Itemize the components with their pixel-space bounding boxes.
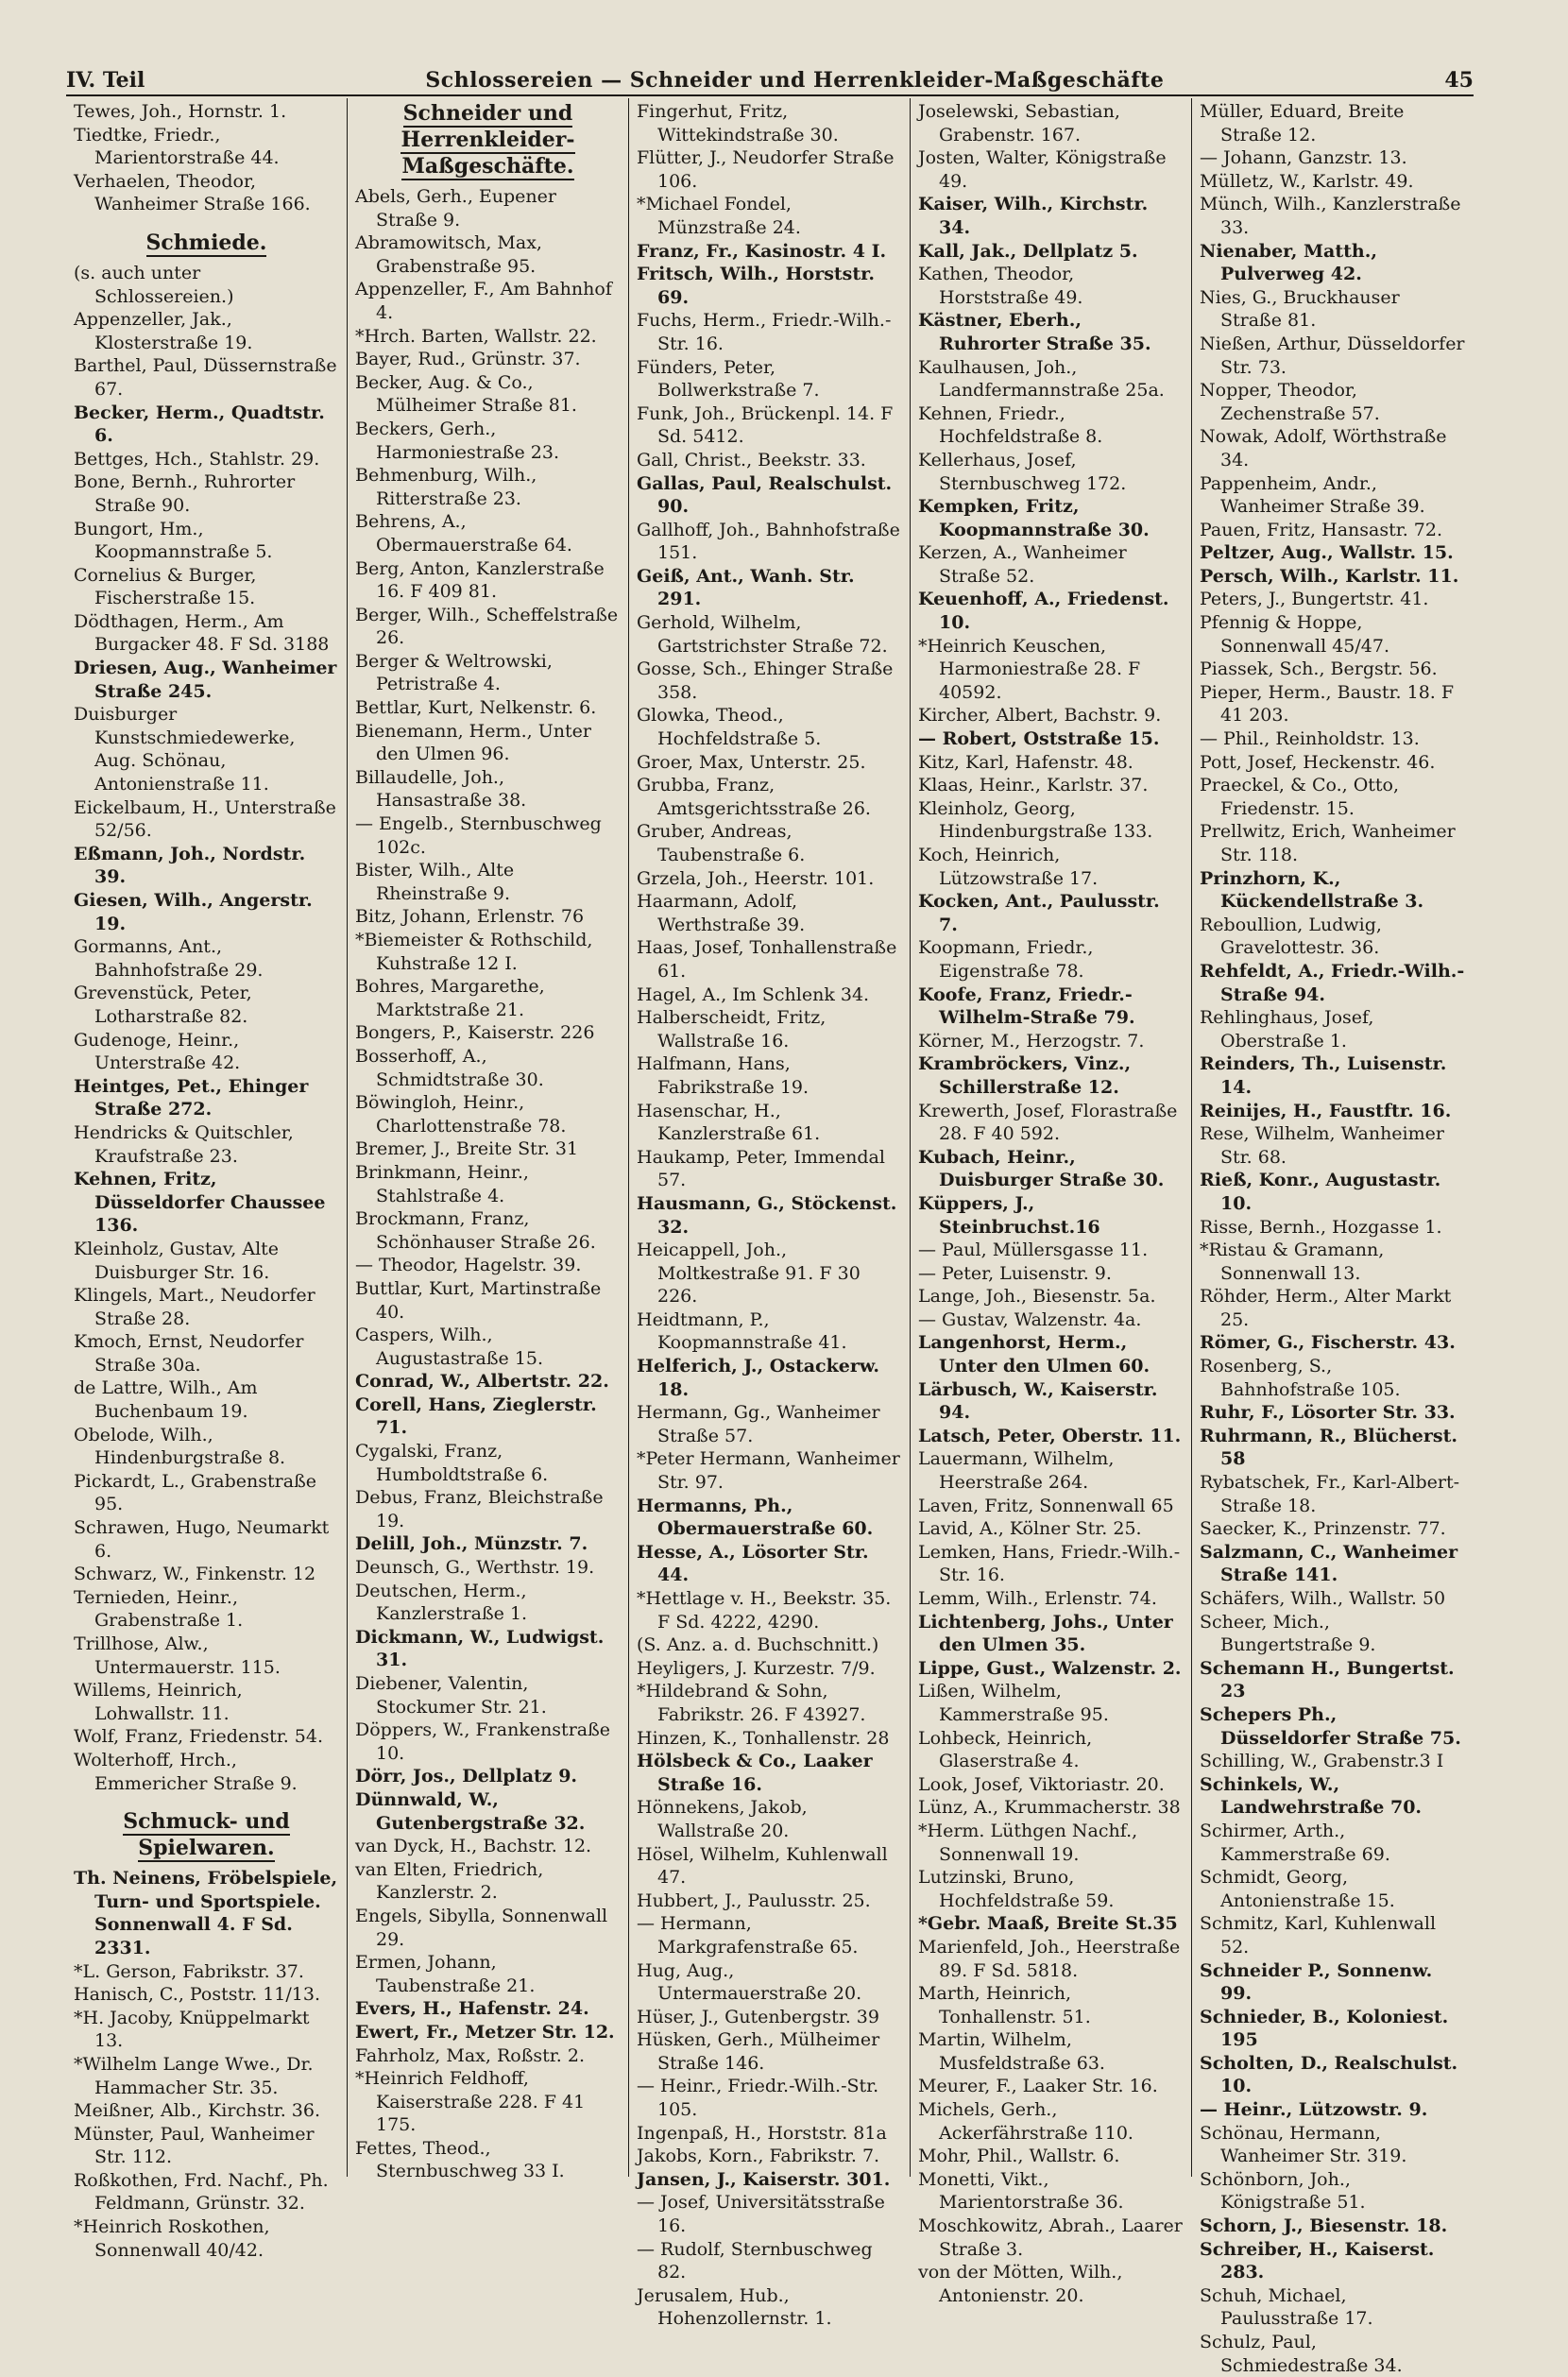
- directory-entry: Fritsch, Wilh., Horststr. 69.: [637, 264, 876, 308]
- directory-entry: Wolf, Franz, Friedenstr. 54.: [74, 1726, 324, 1748]
- directory-entry: Look, Josef, Viktoriastr. 20.: [918, 1773, 1165, 1795]
- directory-entry: Schirmer, Arth., Kammerstraße 69.: [1200, 1820, 1390, 1865]
- directory-entry: *Heinrich Keuschen, Harmoniestraße 28. F 40592.: [918, 635, 1141, 703]
- directory-entry: Bone, Bernh., Ruhrorter Straße 90.: [74, 471, 296, 516]
- directory-entry: Haukamp, Peter, Immendal 57.: [637, 1146, 885, 1191]
- directory-entry: Schepers Ph., Düsseldorfer Straße 75.: [1200, 1703, 1461, 1749]
- directory-entry: Kaulhausen, Joh., Landfermannstraße 25a.: [918, 356, 1165, 402]
- directory-entry: Hüsken, Gerh., Mülheimer Straße 146.: [637, 2029, 880, 2074]
- directory-entry: Klaas, Heinr., Karlstr. 37.: [918, 775, 1149, 796]
- directory-entry: Kmoch, Ernst, Neudorfer Straße 30a.: [74, 1331, 304, 1376]
- directory-entry: — Peter, Luisenstr. 9.: [918, 1262, 1112, 1284]
- directory-entry: Eßmann, Joh., Nordstr. 39.: [74, 843, 306, 888]
- directory-entry: Döppers, W., Frankenstraße 10.: [355, 1719, 611, 1764]
- section-heading: [355, 100, 621, 180]
- directory-entry: Nowak, Adolf, Wörthstraße 34.: [1200, 426, 1447, 470]
- directory-entry: — Heinr., Friedr.-Wilh.-Str. 105.: [637, 2076, 879, 2121]
- directory-entry: Rosenberg, S., Bahnhofstraße 105.: [1200, 1356, 1401, 1400]
- directory-entry: Duisburger Kunstschmiedewerke, Aug. Schönau, Antonienstraße 11.: [74, 704, 296, 795]
- column-5: [1192, 98, 1474, 2376]
- directory-entry: Gerhold, Wilhelm, Gartstrichster Straße 72.: [637, 612, 888, 657]
- section-heading-text: Schneider und Herrenkleider-Maßgeschäfte.: [401, 101, 575, 179]
- directory-entry: Koch, Heinrich, Lützowstraße 17.: [918, 845, 1099, 889]
- directory-entry: Appenzeller, F., Am Bahnhof 4.: [355, 279, 612, 323]
- directory-entry: *Biemeister & Rothschild, Kuhstraße 12 I.: [355, 930, 593, 974]
- running-title: Schlossereien — Schneider und Herrenkleider-Maßgeschäfte: [425, 68, 1165, 93]
- directory-entry: Caspers, Wilh., Augustastraße 15.: [355, 1325, 544, 1369]
- directory-entry: Hösel, Wilhelm, Kuhlenwall 47.: [637, 1843, 888, 1889]
- directory-entry: Hagel, A., Im Schlenk 34.: [637, 983, 870, 1005]
- directory-entry: Lichtenberg, Johs., Unter den Ulmen 35.: [918, 1611, 1173, 1656]
- directory-entry: Pott, Josef, Heckenstr. 46.: [1200, 751, 1436, 773]
- directory-entry: van Elten, Friedrich, Kanzlerstr. 2.: [355, 1858, 544, 1904]
- directory-entry: Schnieder, B., Koloniest. 195: [1200, 2006, 1449, 2051]
- directory-entry: Hubbert, J., Paulusstr. 25.: [637, 1890, 871, 1911]
- directory-entry: Kleinholz, Gustav, Alte Duisburger Str. 16.: [74, 1238, 280, 1283]
- directory-entry: Buttlar, Kurt, Martinstraße 40.: [355, 1277, 602, 1323]
- directory-entry: Schorn, J., Biesenstr. 18.: [1200, 2215, 1448, 2237]
- directory-entry: Kempken, Fritz, Koopmannstraße 30.: [918, 496, 1150, 540]
- directory-entry: Ruhr, F., Lösorter Str. 33.: [1200, 1402, 1456, 1424]
- directory-entry: — Theodor, Hagelstr. 39.: [355, 1255, 582, 1276]
- directory-entry: Kall, Jak., Dellplatz 5.: [918, 240, 1138, 262]
- directory-entry: *Ristau & Gramann, Sonnenwall 13.: [1200, 1240, 1385, 1284]
- directory-entry: Jakobs, Korn., Fabrikstr. 7.: [637, 2146, 880, 2167]
- directory-entry: Bohres, Margarethe, Marktstraße 21.: [355, 976, 545, 1020]
- directory-entry: Schwarz, W., Finkenstr. 12: [74, 1564, 316, 1585]
- directory-entry: Marth, Heinrich, Tonhallenstr. 51.: [918, 1983, 1091, 2027]
- directory-entry: Ewert, Fr., Metzer Str. 12.: [355, 2021, 615, 2043]
- directory-entry: Persch, Wilh., Karlstr. 11.: [1200, 565, 1459, 587]
- directory-entry: Dörr, Jos., Dellplatz 9.: [355, 1766, 578, 1787]
- section-part-label: IV. Teil: [66, 68, 145, 93]
- directory-entry: — Rudolf, Sternbuschweg 82.: [637, 2238, 873, 2283]
- directory-entry: Hermanns, Ph., Obermauerstraße 60.: [637, 1495, 874, 1540]
- directory-entry: Deunsch, G., Werthstr. 19.: [355, 1557, 595, 1579]
- directory-entry: Roßkothen, Frd. Nachf., Ph. Feldmann, Grünstr. 32.: [74, 2169, 329, 2215]
- directory-entry: — Heinr., Lützowstr. 9.: [1200, 2099, 1428, 2121]
- directory-entry: Hönnekens, Jakob, Wallstraße 20.: [637, 1797, 808, 1841]
- directory-entry: Abels, Gerh., Eupener Straße 9.: [355, 186, 556, 231]
- directory-entry: Gall, Christ., Beekstr. 33.: [637, 449, 866, 470]
- directory-entry: Pieper, Herm., Baustr. 18. F 41 203.: [1200, 681, 1455, 727]
- directory-entry: Gallhoff, Joh., Bahnhofstraße 151.: [637, 519, 900, 564]
- directory-entry: Cygalski, Franz, Humboldtstraße 6.: [355, 1441, 549, 1485]
- directory-entry: Keuenhoff, A., Friedenst. 10.: [918, 589, 1169, 634]
- directory-entry: van Dyck, H., Bachstr. 12.: [355, 1836, 592, 1857]
- directory-entry: Moschkowitz, Abrah., Laarer Straße 3.: [918, 2215, 1183, 2260]
- directory-entry: Laven, Fritz, Sonnenwall 65: [918, 1495, 1174, 1516]
- directory-entry: Koofe, Franz, Friedr.-Wilhelm-Straße 79.: [918, 983, 1135, 1029]
- directory-entry: Lippe, Gust., Walzenstr. 2.: [918, 1657, 1182, 1679]
- directory-entry: von der Mötten, Wilh., Antonienstr. 20.: [918, 2262, 1123, 2306]
- directory-entry: Grzela, Joh., Heerstr. 101.: [637, 867, 875, 889]
- directory-entry: *Gebr. Maaß, Breite St.35: [918, 1913, 1178, 1935]
- section-heading: [74, 1808, 339, 1861]
- directory-entry: *H. Jacoby, Knüppelmarkt 13.: [74, 2007, 310, 2052]
- directory-entry: Fingerhut, Fritz, Wittekindstraße 30.: [637, 101, 839, 145]
- directory-entry: Diebener, Valentin, Stockumer Str. 21.: [355, 1673, 547, 1718]
- directory-entry: Obelode, Wilh., Hindenburgstraße 8.: [74, 1424, 286, 1469]
- directory-entry: Risse, Bernh., Hozgasse 1.: [1200, 1216, 1442, 1238]
- directory-entry: Schilling, W., Grabenstr.3 I: [1200, 1751, 1444, 1772]
- directory-entry: Kellerhaus, Josef, Sternbuschweg 172.: [918, 449, 1127, 494]
- directory-entry: Hüser, J., Gutenbergstr. 39: [637, 2006, 879, 2027]
- directory-entry: Willems, Heinrich, Lohwallstr. 11.: [74, 1680, 243, 1724]
- directory-entry: Bosserhoff, A., Schmidtstraße 30.: [355, 1045, 544, 1090]
- directory-entry: Pappenheim, Andr., Wanheimer Straße 39.: [1200, 472, 1425, 518]
- directory-entry: Deutschen, Herm., Kanzlerstraße 1.: [355, 1580, 528, 1625]
- directory-entry: Martin, Wilhelm, Musfeldstraße 63.: [918, 2029, 1105, 2074]
- directory-entry: Müller, Eduard, Breite Straße 12.: [1200, 101, 1405, 145]
- directory-entry: Pickardt, L., Grabenstraße 95.: [74, 1470, 317, 1515]
- directory-entry: Piassek, Sch., Bergstr. 56.: [1200, 658, 1438, 680]
- directory-entry: Trillhose, Alw., Untermauerstr. 115.: [74, 1633, 281, 1678]
- directory-columns: [66, 98, 1474, 2376]
- directory-entry: Giesen, Wilh., Angerstr. 19.: [74, 890, 313, 934]
- directory-entry: Jansen, J., Kaiserstr. 301.: [637, 2168, 891, 2190]
- directory-entry: Mülletz, W., Karlstr. 49.: [1200, 170, 1414, 192]
- directory-entry: Heicappell, Joh., Moltkestraße 91. F 30 226.: [637, 1240, 861, 1308]
- directory-entry: Kehnen, Fritz, Düsseldorfer Chaussee 136.: [74, 1169, 326, 1237]
- directory-entry: Nießen, Arthur, Düsseldorfer Str. 73.: [1200, 333, 1465, 378]
- directory-entry: Pfennig & Hoppe, Sonnenwall 45/47.: [1200, 612, 1389, 657]
- directory-entry: Meurer, F., Laaker Str. 16.: [918, 2076, 1158, 2097]
- directory-entry: Langenhorst, Herm., Unter den Ulmen 60.: [918, 1332, 1150, 1377]
- directory-entry: Küppers, J., Steinbruchst.16: [918, 1192, 1100, 1238]
- directory-entry: — Phil., Reinholdstr. 13.: [1200, 728, 1420, 750]
- directory-entry: Schuh, Michael, Paulusstraße 17.: [1200, 2284, 1373, 2330]
- directory-entry: Scheer, Mich., Bungertstraße 9.: [1200, 1611, 1376, 1656]
- directory-entry: Latsch, Peter, Oberstr. 11.: [918, 1425, 1182, 1446]
- directory-entry: Hölsbeck & Co., Laaker Straße 16.: [637, 1751, 873, 1795]
- directory-entry: Ternieden, Heinr., Grabenstraße 1.: [74, 1586, 244, 1632]
- directory-entry: Fünders, Peter, Bollwerkstraße 7.: [637, 356, 820, 402]
- directory-entry: Debus, Franz, Bleichstraße 19.: [355, 1487, 604, 1531]
- directory-entry: *Heinrich Feldhoff, Kaiserstraße 228. F 41 175.: [355, 2068, 586, 2136]
- directory-entry: Röhder, Herm., Alter Markt 25.: [1200, 1286, 1452, 1330]
- directory-entry: Kaiser, Wilh., Kirchstr. 34.: [918, 194, 1149, 238]
- directory-entry: Schemann H., Bungertst. 23: [1200, 1657, 1455, 1702]
- directory-entry: Peters, J., Bungertstr. 41.: [1200, 589, 1429, 610]
- directory-entry: Heidtmann, P., Koopmannstraße 41.: [637, 1308, 847, 1354]
- directory-entry: Lutzinski, Bruno, Hochfeldstraße 59.: [918, 1867, 1115, 1911]
- directory-entry: Conrad, W., Albertstr. 22.: [355, 1371, 609, 1393]
- directory-entry: Bayer, Rud., Grünstr. 37.: [355, 349, 581, 370]
- directory-entry: Gormanns, Ant., Bahnhofstraße 29.: [74, 936, 264, 981]
- directory-entry: Schrawen, Hugo, Neumarkt 6.: [74, 1517, 330, 1562]
- directory-entry: Joselewski, Sebastian, Grabenstr. 167.: [918, 101, 1120, 145]
- column-2: [348, 98, 629, 2182]
- page-number: 45: [1444, 68, 1474, 93]
- directory-entry: (S. Anz. a. d. Buchschnitt.): [637, 1634, 879, 1656]
- directory-entry: Tewes, Joh., Hornstr. 1.: [74, 101, 287, 122]
- directory-entry: *L. Gerson, Fabrikstr. 37.: [74, 1960, 304, 1982]
- directory-entry: Prinzhorn, K., Kückendellstraße 3.: [1200, 867, 1424, 913]
- column-3: [629, 98, 911, 2330]
- directory-entry: Saecker, K., Prinzenstr. 77.: [1200, 1518, 1446, 1540]
- directory-entry: Heyligers, J. Kurzestr. 7/9.: [637, 1657, 876, 1679]
- directory-entry: Bongers, P., Kaiserstr. 226: [355, 1022, 595, 1044]
- column-1: [66, 98, 348, 2261]
- directory-entry: Bitz, Johann, Erlenstr. 76: [355, 906, 585, 928]
- directory-entry: Brockmann, Franz, Schönhauser Straße 26.: [355, 1208, 596, 1253]
- directory-entry: Behrens, A., Obermauerstraße 64.: [355, 511, 572, 556]
- directory-entry: Nopper, Theodor, Zechenstraße 57.: [1200, 380, 1380, 424]
- directory-entry: Grevenstück, Peter, Lotharstraße 82.: [74, 983, 252, 1027]
- directory-entry: — Hermann, Markgrafenstraße 65.: [637, 1913, 859, 1958]
- directory-entry: Lange, Joh., Biesenstr. 5a.: [918, 1286, 1156, 1308]
- directory-entry: Marienfeld, Joh., Heerstraße 89. F Sd. 5818.: [918, 1936, 1181, 1981]
- directory-entry: Schinkels, W., Landwehrstraße 70.: [1200, 1773, 1423, 1819]
- directory-entry: Lauermann, Wilhelm, Heerstraße 264.: [918, 1448, 1115, 1494]
- directory-entry: Kästner, Eberh., Ruhrorter Straße 35.: [918, 310, 1151, 354]
- header-rule: [66, 94, 1474, 96]
- directory-entry: Kehnen, Friedr., Hochfeldstraße 8.: [918, 402, 1103, 448]
- directory-entry: Haarmann, Adolf, Werthstraße 39.: [637, 891, 806, 935]
- directory-entry: Helferich, J., Ostackerw. 18.: [637, 1356, 879, 1400]
- directory-entry: Körner, M., Herzogstr. 7.: [918, 1030, 1145, 1052]
- directory-entry: — Josef, Universitätsstraße 16.: [637, 2192, 885, 2237]
- directory-entry: Römer, G., Fischerstr. 43.: [1200, 1332, 1456, 1354]
- directory-entry: Haas, Josef, Tonhallenstraße 61.: [637, 937, 897, 982]
- directory-entry: — Gustav, Walzenstr. 4a.: [918, 1308, 1142, 1330]
- directory-entry: Heintges, Pet., Ehinger Straße 272.: [74, 1075, 309, 1120]
- directory-entry: Rehlinghaus, Josef, Oberstraße 1.: [1200, 1007, 1374, 1052]
- directory-entry: Monetti, Vikt., Marientorstraße 36.: [918, 2168, 1124, 2214]
- directory-entry: Kubach, Heinr., Duisburger Straße 30.: [918, 1146, 1165, 1191]
- directory-entry: Rieß, Konr., Augustastr. 10.: [1200, 1170, 1441, 1214]
- directory-entry: — Paul, Müllersgasse 11.: [918, 1240, 1149, 1261]
- directory-entry: Behmenburg, Wilh., Ritterstraße 23.: [355, 465, 537, 509]
- directory-entry: Brinkmann, Heinr., Stahlstraße 4.: [355, 1161, 529, 1206]
- directory-entry: Th. Neinens, Fröbelspiele, Turn- und Sportspiele. Sonnenwall 4. F Sd. 2331.: [74, 1868, 338, 1958]
- directory-entry: Krewerth, Josef, Florastraße 28. F 40 592.: [918, 1100, 1178, 1145]
- directory-entry: — Robert, Oststraße 15.: [918, 728, 1160, 750]
- directory-entry: *Michael Fondel, Münzstraße 24.: [637, 194, 801, 238]
- directory-entry: Tiedtke, Friedr., Marientorstraße 44.: [74, 124, 280, 169]
- directory-entry: Lißen, Wilhelm, Kammerstraße 95.: [918, 1681, 1109, 1725]
- directory-entry: Becker, Aug. & Co., Mülheimer Straße 81.: [355, 371, 577, 417]
- directory-entry: Schneider P., Sonnenw. 99.: [1200, 1959, 1433, 2005]
- directory-entry: Kocken, Ant., Paulusstr. 7.: [918, 891, 1160, 935]
- directory-entry: (s. auch unter Schlossereien.): [74, 262, 234, 307]
- page-header: [66, 59, 1474, 93]
- directory-entry: Münch, Wilh., Kanzlerstraße 33.: [1200, 194, 1461, 238]
- directory-entry: Hendricks & Quitschler, Kraufstraße 23.: [74, 1121, 294, 1167]
- directory-entry: *Wilhelm Lange Wwe., Dr. Hammacher Str. 35.: [74, 2053, 314, 2098]
- directory-entry: Bettlar, Kurt, Nelkenstr. 6.: [355, 697, 597, 719]
- directory-entry: Dödthagen, Herm., Am Burgacker 48. F Sd. 3188: [74, 610, 330, 656]
- directory-entry: Rybatschek, Fr., Karl-Albert-Straße 18.: [1200, 1472, 1460, 1516]
- section-heading-text: Schmuck- und Spielwaren.: [123, 1809, 290, 1861]
- directory-entry: Lohbeck, Heinrich, Glaserstraße 4.: [918, 1727, 1093, 1772]
- directory-entry: Franz, Fr., Kasinostr. 4 I.: [637, 240, 887, 262]
- directory-entry: Lemken, Hans, Friedr.-Wilh.-Str. 16.: [918, 1541, 1181, 1586]
- directory-entry: Beckers, Gerh., Harmoniestraße 23.: [355, 418, 559, 463]
- directory-entry: Appenzeller, Jak., Klosterstraße 19.: [74, 309, 253, 353]
- directory-entry: Dünnwald, W., Gutenbergstraße 32.: [355, 1788, 586, 1834]
- directory-entry: Bettges, Hch., Stahlstr. 29.: [74, 448, 320, 470]
- directory-entry: Ermen, Johann, Taubenstraße 21.: [355, 1952, 536, 1996]
- directory-entry: Klingels, Mart., Neudorfer Straße 28.: [74, 1285, 315, 1329]
- directory-entry: Böwingloh, Heinr., Charlottenstraße 78.: [355, 1092, 567, 1137]
- directory-entry: Mohr, Phil., Wallstr. 6.: [918, 2146, 1120, 2167]
- directory-entry: Barthel, Paul, Düssernstraße 67.: [74, 355, 337, 400]
- directory-entry: Bremer, J., Breite Str. 31: [355, 1138, 579, 1160]
- directory-entry: Kircher, Albert, Bachstr. 9.: [918, 705, 1162, 727]
- directory-entry: Schönau, Hermann, Wanheimer Str. 319.: [1200, 2122, 1407, 2167]
- directory-entry: Hesse, A., Lösorter Str. 44.: [637, 1541, 869, 1586]
- directory-entry: Geiß, Ant., Wanh. Str. 291.: [637, 565, 855, 610]
- column-4: [911, 98, 1192, 2306]
- directory-entry: Bister, Wilh., Alte Rheinstraße 9.: [355, 860, 515, 904]
- directory-entry: *Herm. Lüthgen Nachf., Sonnenwall 19.: [918, 1820, 1138, 1865]
- directory-entry: Hanisch, C., Poststr. 11/13.: [74, 1984, 320, 2006]
- directory-entry: Michels, Gerh., Ackerfährstraße 110.: [918, 2099, 1133, 2144]
- directory-entry: Driesen, Aug., Wanheimer Straße 245.: [74, 658, 337, 702]
- directory-entry: Becker, Herm., Quadtstr. 6.: [74, 402, 325, 447]
- directory-entry: Schulz, Paul, Schmiedestraße 34.: [1200, 2332, 1403, 2376]
- directory-entry: Pauen, Fritz, Hansastr. 72.: [1200, 519, 1443, 540]
- directory-entry: Fettes, Theod., Sternbuschweg 33 I.: [355, 2137, 565, 2182]
- directory-entry: Gruber, Andreas, Taubenstraße 6.: [637, 821, 806, 865]
- directory-entry: Halfmann, Hans, Fabrikstraße 19.: [637, 1053, 810, 1098]
- directory-entry: Ingenpaß, H., Horststr. 81a: [637, 2122, 887, 2144]
- directory-entry: Dickmann, W., Ludwigst. 31.: [355, 1626, 605, 1671]
- directory-entry: Grubba, Franz, Amtsgerichtsstraße 26.: [637, 775, 871, 819]
- section-heading-text: Schmiede.: [145, 230, 267, 255]
- directory-entry: Eickelbaum, H., Unterstraße 52/56.: [74, 796, 336, 842]
- directory-entry: Jerusalem, Hub., Hohenzollernstr. 1.: [637, 2284, 832, 2330]
- directory-entry: Bungort, Hm., Koopmannstraße 5.: [74, 518, 273, 563]
- directory-entry: Gudenoge, Heinr., Unterstraße 42.: [74, 1029, 241, 1074]
- directory-entry: Kleinholz, Georg, Hindenburgstraße 133.: [918, 797, 1153, 843]
- directory-entry: Bienemann, Herm., Unter den Ulmen 96.: [355, 720, 591, 765]
- directory-entry: — Johann, Ganzstr. 13.: [1200, 147, 1407, 169]
- directory-entry: Halberscheidt, Fritz, Wallstraße 16.: [637, 1007, 827, 1052]
- directory-entry: Schreiber, H., Kaiserst. 283.: [1200, 2238, 1435, 2283]
- directory-entry: Scholten, D., Realschulst. 10.: [1200, 2052, 1458, 2097]
- directory-entry: Krambröckers, Vinz., Schillerstraße 12.: [918, 1053, 1132, 1098]
- directory-entry: Reboullion, Ludwig, Gravelottestr. 36.: [1200, 914, 1382, 959]
- directory-entry: Lavid, A., Kölner Str. 25.: [918, 1518, 1142, 1540]
- directory-entry: Cornelius & Burger, Fischerstraße 15.: [74, 564, 257, 609]
- directory-entry: *Hrch. Barten, Wallstr. 22.: [355, 325, 597, 347]
- directory-entry: Glowka, Theod., Hochfeldstraße 5.: [637, 705, 822, 750]
- directory-entry: *Heinrich Roskothen, Sonnenwall 40/42.: [74, 2216, 270, 2261]
- directory-entry: Hausmann, G., Stöckenst. 32.: [637, 1192, 897, 1238]
- directory-entry: *Hettlage v. H., Beekstr. 35. F Sd. 4222, 4290.: [637, 1588, 892, 1633]
- directory-entry: Fahrholz, Max, Roßstr. 2.: [355, 2044, 585, 2066]
- directory-entry: Funk, Joh., Brückenpl. 14. F Sd. 5412.: [637, 402, 894, 448]
- directory-entry: Flütter, J., Neudorfer Straße 106.: [637, 147, 895, 192]
- directory-entry: Koopmann, Friedr., Eigenstraße 78.: [918, 937, 1094, 982]
- directory-entry: Josten, Walter, Königstraße 49.: [918, 147, 1167, 192]
- directory-entry: Rese, Wilhelm, Wanheimer Str. 68.: [1200, 1123, 1444, 1168]
- directory-entry: Salzmann, C., Wanheimer Straße 141.: [1200, 1541, 1458, 1586]
- directory-entry: Wolterhoff, Hrch., Emmericher Straße 9.: [74, 1749, 298, 1794]
- directory-entry: Kerzen, A., Wanheimer Straße 52.: [918, 542, 1127, 587]
- directory-entry: Kathen, Theodor, Horststraße 49.: [918, 264, 1083, 308]
- directory-entry: Delill, Joh., Münzstr. 7.: [355, 1533, 588, 1555]
- directory-entry: — Engelb., Sternbuschweg 102c.: [355, 813, 602, 858]
- directory-entry: Hug, Aug., Untermauerstraße 20.: [637, 1959, 862, 2005]
- directory-entry: Nies, G., Bruckhauser Straße 81.: [1200, 286, 1400, 332]
- directory-entry: Schmitz, Karl, Kuhlenwall 52.: [1200, 1913, 1437, 1958]
- directory-entry: Hasenschar, H., Kanzlerstraße 61.: [637, 1100, 821, 1145]
- directory-entry: Engels, Sibylla, Sonnenwall 29.: [355, 1905, 608, 1950]
- directory-entry: Gallas, Paul, Realschulst. 90.: [637, 472, 893, 518]
- directory-entry: Corell, Hans, Zieglerstr. 71.: [355, 1394, 597, 1439]
- directory-entry: *Hildebrand & Sohn, Fabrikstr. 26. F 43927.: [637, 1681, 866, 1725]
- directory-entry: Berger, Wilh., Scheffelstraße 26.: [355, 604, 619, 649]
- directory-entry: Ruhrmann, R., Blücherst. 58: [1200, 1425, 1457, 1470]
- directory-entry: Praeckel, & Co., Otto, Friedenstr. 15.: [1200, 775, 1400, 819]
- directory-entry: Schmidt, Georg, Antonienstraße 15.: [1200, 1867, 1395, 1911]
- directory-entry: Lemm, Wilh., Erlenstr. 74.: [918, 1588, 1157, 1609]
- directory-entry: Evers, H., Hafenstr. 24.: [355, 1998, 589, 2020]
- directory-entry: Schönborn, Joh., Königstraße 51.: [1200, 2168, 1366, 2214]
- directory-entry: Reinijes, H., Faustftr. 16.: [1200, 1100, 1452, 1121]
- directory-entry: Hermann, Gg., Wanheimer Straße 57.: [637, 1402, 880, 1446]
- directory-entry: Lärbusch, W., Kaiserstr. 94.: [918, 1378, 1158, 1424]
- directory-entry: Gosse, Sch., Ehinger Straße 358.: [637, 658, 894, 703]
- directory-entry: Kitz, Karl, Hafenstr. 48.: [918, 751, 1133, 773]
- directory-entry: Berg, Anton, Kanzlerstraße 16. F 409 81.: [355, 557, 605, 603]
- directory-entry: Schäfers, Wilh., Wallstr. 50: [1200, 1588, 1446, 1609]
- directory-entry: Billaudelle, Joh., Hansastraße 38.: [355, 766, 527, 812]
- directory-entry: Verhaelen, Theodor, Wanheimer Straße 166.: [74, 170, 311, 215]
- directory-entry: Hinzen, K., Tonhallenstr. 28: [637, 1727, 890, 1749]
- directory-entry: Rehfeldt, A., Friedr.-Wilh.-Straße 94.: [1200, 960, 1465, 1005]
- directory-entry: Fuchs, Herm., Friedr.-Wilh.-Str. 16.: [637, 310, 892, 354]
- directory-entry: Meißner, Alb., Kirchstr. 36.: [74, 2100, 321, 2122]
- directory-entry: Nienaber, Matth., Pulverweg 42.: [1200, 240, 1377, 285]
- directory-entry: *Peter Hermann, Wanheimer Str. 97.: [637, 1448, 900, 1494]
- directory-entry: Berger & Weltrowski, Petristraße 4.: [355, 650, 553, 695]
- directory-entry: Reinders, Th., Luisenstr. 14.: [1200, 1053, 1447, 1098]
- section-heading: [74, 230, 339, 256]
- directory-entry: Groer, Max, Unterstr. 25.: [637, 751, 866, 773]
- directory-entry: Münster, Paul, Wanheimer Str. 112.: [74, 2123, 315, 2168]
- directory-entry: Peltzer, Aug., Wallstr. 15.: [1200, 542, 1454, 564]
- directory-entry: Abramowitsch, Max, Grabenstraße 95.: [355, 232, 542, 277]
- directory-entry: Lünz, A., Krummacherstr. 38: [918, 1797, 1181, 1819]
- directory-entry: Prellwitz, Erich, Wanheimer Str. 118.: [1200, 821, 1456, 865]
- directory-entry: de Lattre, Wilh., Am Buchenbaum 19.: [74, 1377, 258, 1423]
